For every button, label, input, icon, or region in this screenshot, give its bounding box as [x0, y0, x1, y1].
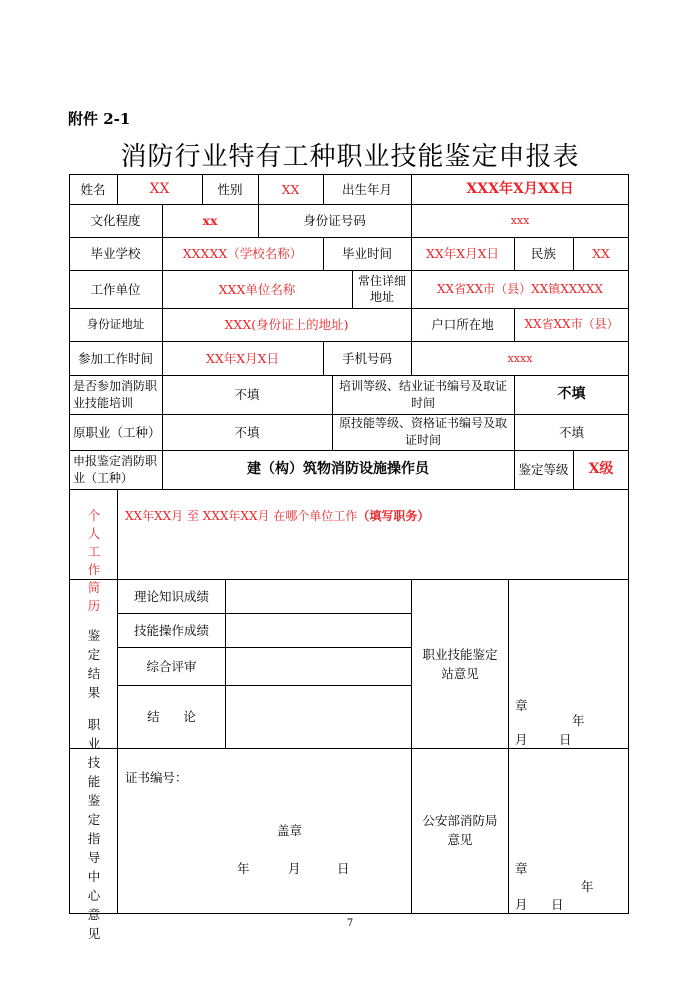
- skill-score-value[interactable]: [225, 613, 411, 647]
- resume-value-duty: （填写职务）: [357, 509, 430, 523]
- phone-label: 手机号码: [341, 350, 392, 366]
- level-label: 鉴定等级: [518, 462, 569, 477]
- hukou-value[interactable]: XX省XX市（县）: [524, 317, 619, 331]
- training-cert-value[interactable]: 不填: [557, 386, 586, 402]
- work-start-value[interactable]: XX年X月X日: [205, 350, 280, 366]
- station-year-label: 年: [572, 713, 585, 728]
- address-label: 常住详细地址: [357, 274, 406, 304]
- theory-score-value[interactable]: [225, 579, 411, 613]
- employer-value[interactable]: XXX单位名称: [218, 281, 296, 297]
- ethnicity-value[interactable]: XX: [592, 246, 610, 261]
- attachment-label: 附件 2-1: [68, 110, 131, 128]
- guidance-center-label: 职业技能鉴定指导中心意见: [87, 717, 101, 941]
- original-cert-value[interactable]: 不填: [558, 424, 584, 440]
- review-value[interactable]: [225, 647, 411, 685]
- application-form-table: [69, 174, 629, 941]
- graduation-label: 毕业时间: [341, 246, 392, 261]
- bureau-year-label: 年: [581, 879, 594, 894]
- center-year-label: 年: [237, 861, 250, 876]
- apply-occupation-value[interactable]: 建（构）筑物消防设施操作员: [247, 461, 429, 477]
- work-start-label: 参加工作时间: [77, 350, 153, 366]
- station-day-label: 日: [559, 732, 572, 747]
- bureau-day-label: 日: [551, 897, 564, 912]
- education-value[interactable]: xx: [202, 213, 218, 228]
- center-day-label: 日: [337, 861, 350, 876]
- school-label: 毕业学校: [90, 246, 141, 261]
- school-value[interactable]: XXXXX（学校名称）: [182, 246, 303, 261]
- station-opinion-label: 职业技能鉴定站意见: [422, 647, 498, 681]
- name-value[interactable]: XX: [149, 180, 170, 197]
- original-occupation-value[interactable]: 不填: [234, 424, 260, 440]
- level-value[interactable]: X级: [588, 461, 614, 477]
- training-label: 是否参加消防职业技能培训: [73, 378, 158, 410]
- review-label: 综合评审: [146, 658, 197, 674]
- birth-value[interactable]: XXX年X月XX日: [466, 180, 574, 197]
- id-number-value[interactable]: xxx: [510, 214, 530, 227]
- phone-value[interactable]: xxxx: [507, 351, 533, 365]
- name-label: 姓名: [80, 181, 106, 197]
- original-cert-label: 原技能等级、资格证书编号及取证时间: [338, 416, 507, 447]
- center-seal-label: 盖章: [277, 823, 303, 838]
- hukou-label: 户口所在地: [431, 317, 494, 332]
- result-label: 鉴定结果: [87, 628, 101, 700]
- id-address-value[interactable]: XXX(身份证上的地址): [224, 317, 349, 332]
- birth-label: 出生年月: [341, 181, 392, 197]
- page-number: 7: [346, 918, 354, 929]
- id-address-label: 身份证地址: [86, 317, 145, 331]
- bureau-seal-label: 章: [515, 861, 528, 876]
- station-seal-label: 章: [515, 698, 528, 713]
- education-label: 文化程度: [90, 213, 141, 228]
- resume-label: 个人工作简历: [87, 508, 101, 613]
- apply-occupation-label: 申报鉴定消防职业（工种）: [73, 453, 158, 485]
- employer-label: 工作单位: [90, 281, 141, 297]
- conclusion-value[interactable]: [225, 685, 411, 748]
- training-cert-label: 培训等级、结业证书编号及取证时间: [338, 378, 507, 410]
- training-value[interactable]: 不填: [234, 387, 260, 402]
- bureau-month-label: 月: [515, 897, 528, 912]
- graduation-value[interactable]: XX年X月X日: [425, 246, 500, 261]
- fire-bureau-opinion-label: 公安部消防局意见: [422, 813, 498, 847]
- id-number-label: 身份证号码: [303, 213, 366, 228]
- original-occupation-label: 原职业（工种）: [73, 424, 161, 440]
- skill-score-label: 技能操作成绩: [133, 622, 209, 638]
- gender-label: 性别: [217, 181, 243, 197]
- form-title: 消防行业特有工种职业技能鉴定申报表: [120, 142, 580, 172]
- resume-value[interactable]: [125, 507, 429, 524]
- ethnicity-label: 民族: [530, 246, 556, 261]
- theory-score-label: 理论知识成绩: [133, 588, 209, 604]
- address-value[interactable]: XX省XX市（县）XX镇XXXXX: [437, 281, 603, 296]
- certificate-number-label: 证书编号：: [125, 770, 188, 785]
- conclusion-label: 结 论: [147, 709, 196, 724]
- resume-value-text: XX年XX月 至 XXX年XX月 在哪个单位工作: [125, 509, 358, 523]
- gender-value[interactable]: XX: [281, 181, 300, 197]
- center-month-label: 月: [288, 861, 301, 876]
- station-month-label: 月: [515, 732, 528, 747]
